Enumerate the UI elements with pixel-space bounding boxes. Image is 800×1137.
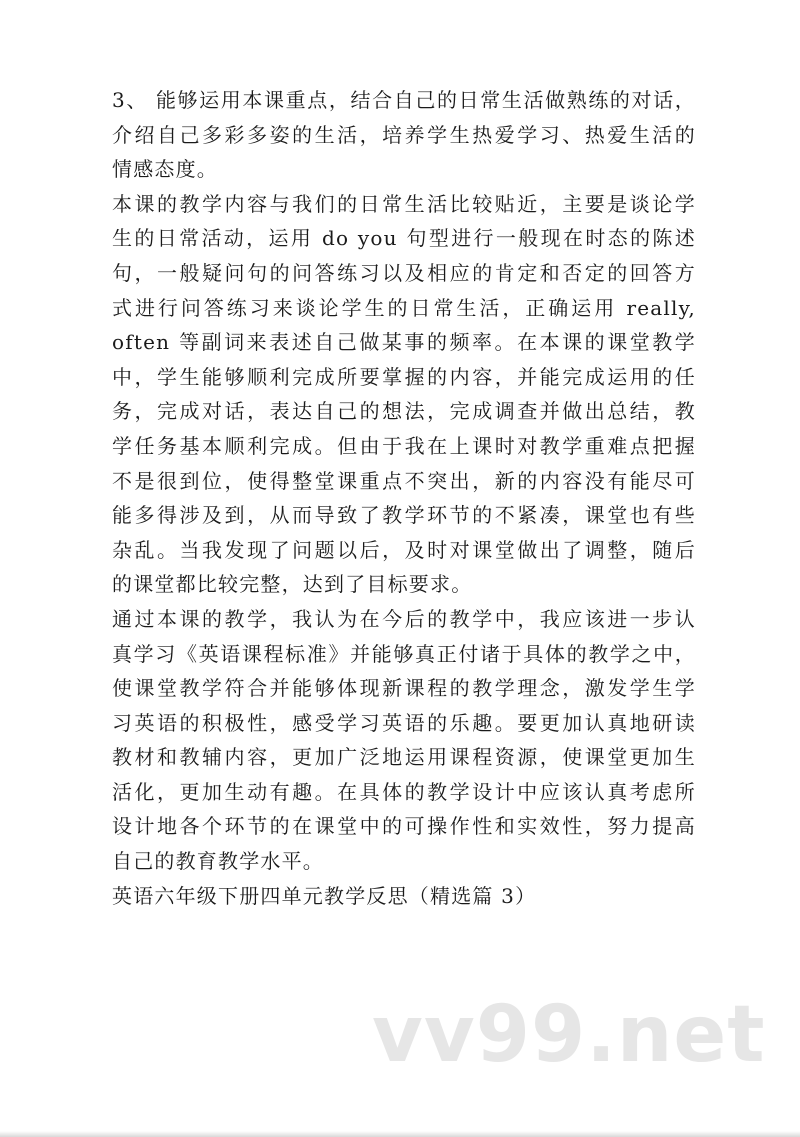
- section-heading: 英语六年级下册四单元教学反思（精选篇 3）: [112, 883, 537, 908]
- text-line: 学任务基本顺利完成。但由于我在上课时对教学重难点把握: [112, 433, 696, 458]
- text-line: 务，完成对话，表达自己的想法，完成调查并做出总结，教: [112, 399, 696, 424]
- text-line: 不是很到位，使得整堂课重点不突出，新的内容没有能尽可: [112, 468, 696, 493]
- text-line: 介绍自己多彩多姿的生活，培养学生热爱学习、热爱生活的: [112, 122, 696, 147]
- text-line: 教材和教辅内容，更加广泛地运用课程资源，使课堂更加生: [112, 745, 696, 770]
- text-line: 习英语的积极性，感受学习英语的乐趣。要更加认真地研读: [112, 710, 696, 735]
- text-line: 中，学生能够顺利完成所要掌握的内容，并能完成运用的任: [112, 364, 696, 389]
- watermark: vv99.net: [372, 990, 766, 1080]
- text-line: 3、 能够运用本课重点，结合自己的日常生活做熟练的对话，: [112, 88, 696, 112]
- text-line: 情感态度。: [112, 157, 218, 182]
- text-line: 真学习《英语课程标准》并能够真正付诸于具体的教学之中，: [112, 641, 696, 666]
- document-body: [112, 83, 696, 913]
- text-line: often 等副词来表述自己做某事的频率。在本课的课堂教学: [112, 330, 696, 355]
- text-line: 自己的教育教学水平。: [112, 849, 324, 874]
- text-line: 设计地各个环节的在课堂中的可操作性和实效性，努力提高: [112, 814, 696, 839]
- text-line: 杂乱。当我发现了问题以后，及时对课堂做出了调整，随后: [112, 537, 696, 562]
- text-line: 通过本课的教学，我认为在今后的教学中，我应该进一步认: [112, 606, 696, 631]
- text-line: 式进行问答练习来谈论学生的日常生活，正确运用 really,: [112, 295, 696, 320]
- text-line: 活化，更加生动有趣。在具体的教学设计中应该认真考虑所: [112, 779, 696, 804]
- text-line: 使课堂教学符合并能够体现新课程的教学理念，激发学生学: [112, 676, 696, 701]
- text-line: 的课堂都比较完整，达到了目标要求。: [112, 572, 473, 597]
- text-line: 本课的教学内容与我们的日常生活比较贴近，主要是谈论学: [112, 191, 696, 216]
- page-bottom-edge: [0, 1131, 800, 1137]
- text-line: 句，一般疑问句的问答练习以及相应的肯定和否定的回答方: [112, 260, 696, 285]
- text-line: 生的日常活动，运用 do you 句型进行一般现在时态的陈述: [112, 226, 696, 251]
- text-line: 能多得涉及到，从而导致了教学环节的不紧凑，课堂也有些: [112, 503, 696, 528]
